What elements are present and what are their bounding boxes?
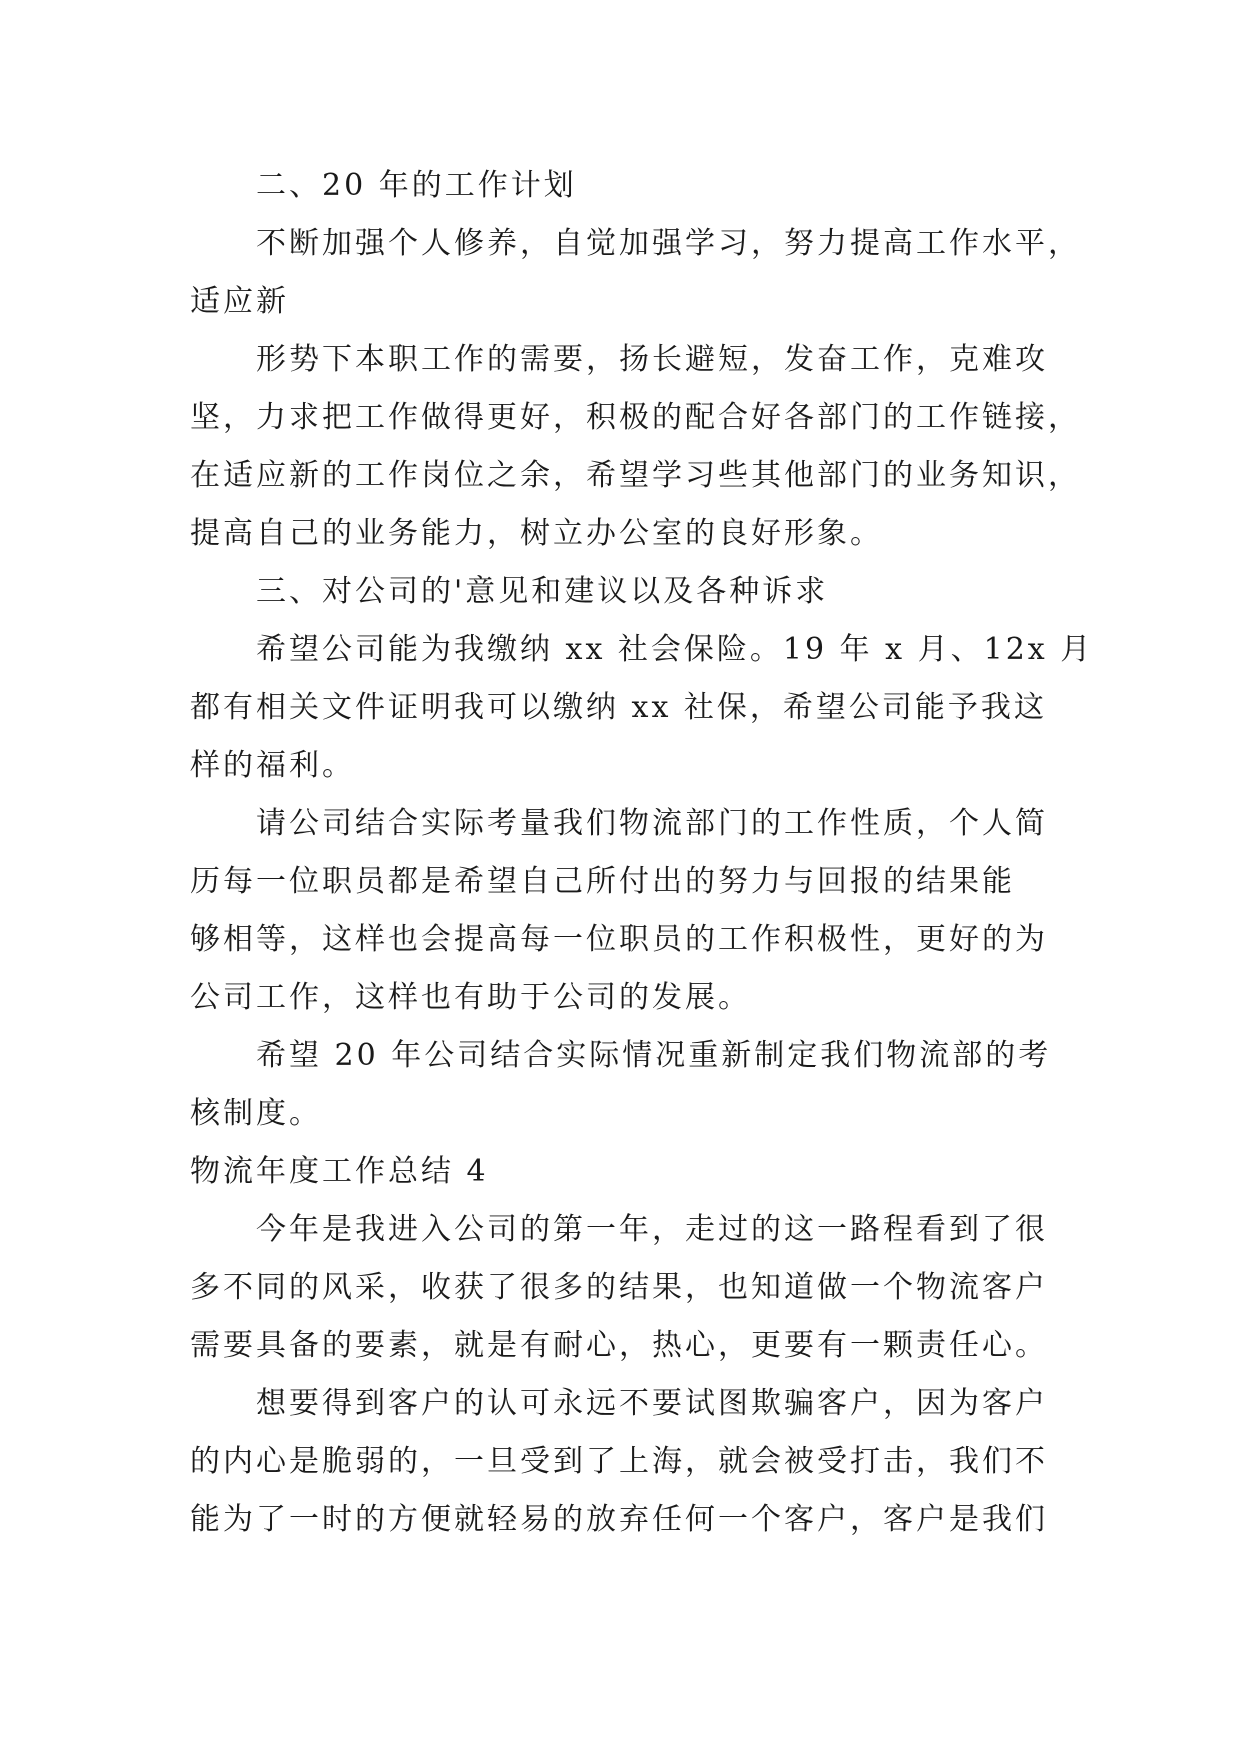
paragraph-line: 坚，力求把工作做得更好，积极的配合好各部门的工作链接， bbox=[190, 400, 1081, 435]
paragraph-line: 多不同的风采，收获了很多的结果，也知道做一个物流客户 bbox=[190, 1270, 1048, 1305]
paragraph-line: 够相等，这样也会提高每一位职员的工作积极性，更好的为 bbox=[190, 922, 1048, 957]
section-title-summary-4: 物流年度工作总结 4 bbox=[190, 1154, 489, 1189]
paragraph-line: 历每一位职员都是希望自己所付出的努力与回报的结果能 bbox=[190, 864, 1015, 899]
paragraph-line: 能为了一时的方便就轻易的放弃任何一个客户，客户是我们 bbox=[190, 1502, 1048, 1537]
paragraph-line: 今年是我进入公司的第一年，走过的这一路程看到了很 bbox=[256, 1212, 1048, 1247]
paragraph-line: 公司工作，这样也有助于公司的发展。 bbox=[190, 980, 751, 1015]
paragraph-line: 想要得到客户的认可永远不要试图欺骗客户，因为客户 bbox=[256, 1386, 1048, 1421]
paragraph-line: 都有相关文件证明我可以缴纳 xx 社保，希望公司能予我这 bbox=[190, 690, 1047, 725]
paragraph-line: 希望公司能为我缴纳 xx 社会保险。19 年 x 月、12x 月 bbox=[256, 632, 1094, 667]
section-heading-work-plan: 二、20 年的工作计划 bbox=[256, 168, 577, 203]
paragraph-line: 的内心是脆弱的，一旦受到了上海，就会被受打击，我们不 bbox=[190, 1444, 1048, 1479]
section-heading-suggestions: 三、对公司的'意见和建议以及各种诉求 bbox=[256, 574, 829, 609]
paragraph-line: 需要具备的要素，就是有耐心，热心，更要有一颗责任心。 bbox=[190, 1328, 1048, 1363]
paragraph-line: 提高自己的业务能力，树立办公室的良好形象。 bbox=[190, 516, 883, 551]
paragraph-line: 核制度。 bbox=[190, 1096, 322, 1131]
paragraph-line: 适应新 bbox=[190, 284, 289, 319]
paragraph-line: 不断加强个人修养，自觉加强学习，努力提高工作水平， bbox=[256, 226, 1081, 261]
paragraph-line: 希望 20 年公司结合实际情况重新制定我们物流部的考 bbox=[256, 1038, 1052, 1073]
paragraph-line: 形势下本职工作的需要，扬长避短，发奋工作，克难攻 bbox=[256, 342, 1048, 377]
paragraph-line: 样的福利。 bbox=[190, 748, 355, 783]
paragraph-line: 请公司结合实际考量我们物流部门的工作性质，个人简 bbox=[256, 806, 1048, 841]
paragraph-line: 在适应新的工作岗位之余，希望学习些其他部门的业务知识， bbox=[190, 458, 1081, 493]
